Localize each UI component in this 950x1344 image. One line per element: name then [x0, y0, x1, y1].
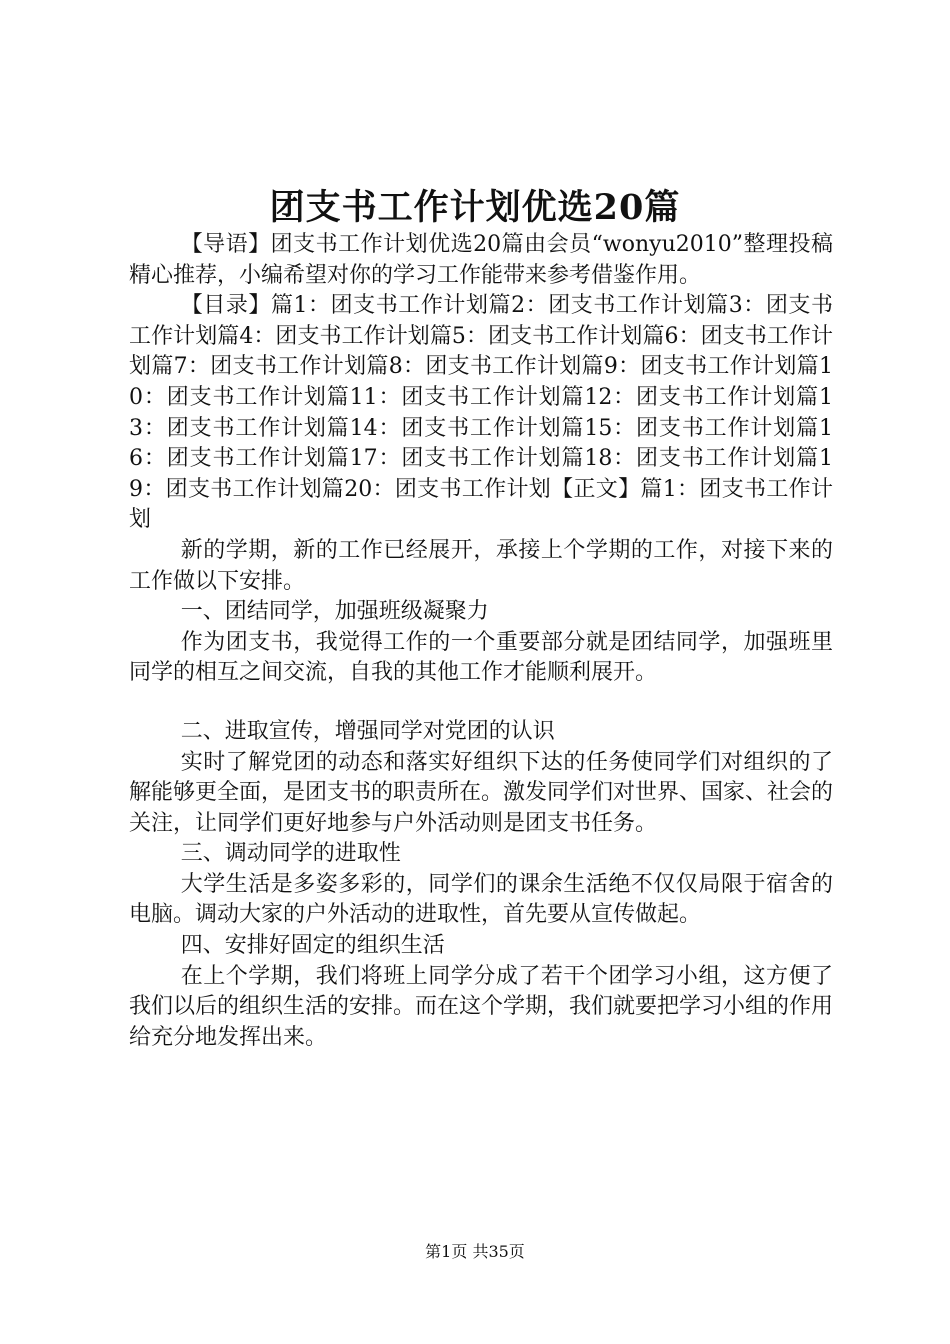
section-paragraph-4: 在上个学期，我们将班上同学分成了若干个团学习小组，这方便了我们以后的组织生活的安排。而在这个学期，我们就要把学习小组的作用给充分地发挥出来。: [129, 963, 834, 1050]
document-body: [129, 230, 833, 1053]
section-paragraph-3: 大学生活是多姿多彩的，同学们的课余生活绝不仅仅局限于宿舍的电脑。调动大家的户外活动的进取性，首先要从宣传做起。: [129, 871, 833, 928]
page-number-footer: 第1页 共35页: [425, 1242, 525, 1261]
section-heading-2: 二、进取宣传，增强同学对党团的认识: [180, 718, 555, 744]
document-title: 团支书工作计划优选20篇: [269, 187, 681, 228]
section-heading-4: 四、安排好固定的组织生活: [180, 933, 445, 959]
section-paragraph-2: 实时了解党团的动态和落实好组织下达的任务使同学们对组织的了解能够更全面，是团支书的职责所在。激发同学们对世界、国家、社会的关注，让同学们更好地参与户外活动则是团支书任务。: [129, 749, 834, 836]
opening-paragraph: 新的学期，新的工作已经展开，承接上个学期的工作，对接下来的工作做以下安排。: [129, 537, 833, 594]
section-heading-1: 一、团结同学，加强班级凝聚力: [180, 599, 489, 625]
section-heading-3: 三、调动同学的进取性: [180, 841, 401, 867]
intro-paragraph: 【导语】团支书工作计划优选20篇由会员“wonyu2010”整理投稿精心推荐，小编希望对你的学习工作能带来参考借鉴作用。: [129, 232, 833, 288]
section-paragraph-1: 作为团支书，我觉得工作的一个重要部分就是团结同学，加强班里同学的相互之间交流，自我的其他工作才能顺利展开。: [129, 629, 833, 686]
table-of-contents-paragraph: 【目录】篇1：团支书工作计划篇2：团支书工作计划篇3：团支书工作计划篇4：团支书工作计划篇5：团支书工作计划篇6：团支书工作计划篇7：团支书工作计划篇8：团支书工作计划篇9：团支书工作计划篇10：团支书工作计划篇11：团支书工作计划篇12：团支书工作计划篇13：团支书工作计划篇14：团支书工作计划篇15：团支书工作计划篇16：团支书工作计划篇17：团支书工作计划篇18：团支书工作计划篇19：团支书工作计划篇20：团支书工作计划【正文】篇1：团支书工作计划: [129, 293, 833, 533]
